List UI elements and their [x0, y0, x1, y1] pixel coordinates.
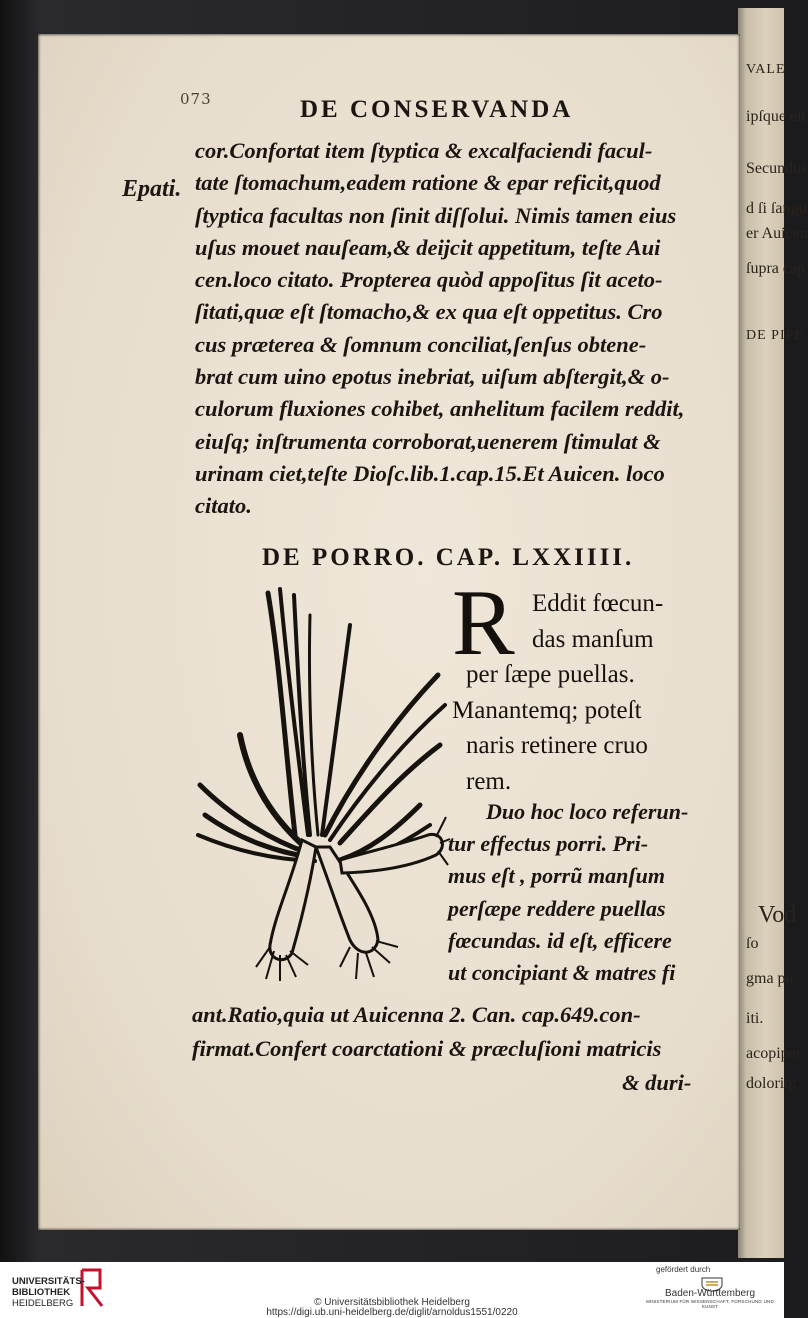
verse-line: per ſæpe puellas. [466, 661, 635, 688]
institution-line: HEIDELBERG [12, 1298, 74, 1309]
commentary-line: Duo hoc loco referun- [486, 799, 689, 824]
adjacent-page-fragment: ſupra cap [746, 260, 806, 277]
body-line: cor.Confortat item ſtyptica & excalfaciendi facul- [195, 138, 653, 163]
commentary-text [448, 796, 718, 989]
commentary-line: mus eſt , porrũ manſum [448, 863, 665, 889]
verse-line: rem. [466, 767, 512, 795]
sponsor-label: gefördert durch [656, 1265, 711, 1274]
body-line: brat cum uino epotus inebriat, uiſum abſtergit,& o- [195, 364, 670, 390]
adjacent-page-fragment: acopiper [746, 1045, 802, 1062]
copyright-notice: © Universitätsbibliothek Heidelberg [314, 1297, 470, 1308]
drop-cap-letter: R [452, 571, 515, 675]
adjacent-page-fragment: ſo [746, 935, 759, 952]
body-line: urinam ciet,teſte Dioſc.lib.1.cap.15.Et Auicen. loco [195, 460, 665, 486]
body-line: cus præterea & ſomnum conciliat,ſenſus obtene- [195, 331, 647, 357]
verse-line: naris retinere cruo [466, 732, 648, 759]
adjacent-page-fragment: VALE [746, 62, 786, 77]
body-line: ſtyptica facultas non ſinit diſſolui. Nimis tamen eius [195, 202, 677, 228]
page-number: 073 [180, 90, 212, 108]
commentary-line: ut concipiant & matres fi [448, 959, 676, 985]
institution-line: UNIVERSITÄTS- [12, 1276, 85, 1287]
verse-line: Eddit fœcun- [532, 590, 664, 617]
closing-line: firmat.Confert coarctationi & præcluſioni matricis [192, 1036, 662, 1061]
sponsor-block [640, 1265, 780, 1309]
state-coat-of-arms-icon [698, 1276, 726, 1292]
permalink[interactable]: https://digi.ub.uni-heidelberg.de/diglit/arnoldus1551/0220 [266, 1307, 518, 1318]
body-line: tate ſtomachum,eadem ratione & epar reficit,quod [195, 170, 661, 196]
catchword: & duri- [622, 1070, 692, 1095]
chapter-heading: DE PORRO. CAP. LXXIIII. [262, 544, 635, 571]
adjacent-page-fragment: Vod [758, 902, 797, 928]
adjacent-page-fragment: DE PIPE [746, 328, 804, 343]
margin-note: Epati. [122, 176, 182, 202]
body-line: culorum fluxiones cohibet, anhelitum facilem reddit, [195, 396, 685, 422]
body-text [195, 135, 715, 523]
commentary-line: tur effectus porri. Pri- [448, 831, 649, 857]
adjacent-page-fragment: iti. [746, 1010, 764, 1027]
body-line: uſus mouet nauſeam,& deijcit appetitum, teſte Aui [195, 234, 661, 260]
verse-text [452, 586, 722, 799]
adjacent-page-text [744, 0, 808, 1250]
sponsor-name: Baden-Württemberg [664, 1288, 756, 1299]
body-line: cen.loco citato. Propterea quòd appoſitus ſit aceto- [195, 267, 663, 293]
commentary-line: fœcundas. id eſt, efficere [448, 927, 672, 953]
body-line: citato. [195, 493, 252, 519]
adjacent-page-fragment: ipſque eſt [746, 108, 806, 125]
adjacent-page-fragment: doloriq; [746, 1075, 797, 1092]
verse-line: das manſum [532, 625, 654, 653]
adjacent-page-fragment: d ſi ſangu [746, 200, 807, 217]
sponsor-ministry: MINISTERIUM FÜR WISSENSCHAFT, FORSCHUNG UND KUNST [646, 1299, 774, 1309]
commentary-line: perſæpe reddere puellas [448, 895, 666, 921]
closing-text [192, 998, 722, 1100]
adjacent-page-fragment: er Auicen [746, 225, 808, 242]
running-head: DE CONSERVANDA [300, 96, 574, 123]
adjacent-page-fragment: gma pu [746, 970, 794, 987]
institution-line: BIBLIOTHEK [12, 1287, 71, 1298]
adjacent-page-fragment: Secundus [746, 160, 808, 177]
verse-line: Manantemq; poteſt [452, 696, 642, 724]
closing-line: ant.Ratio,quia ut Auicenna 2. Can. cap.649.con- [192, 1002, 641, 1027]
body-line: ſitati,quæ eſt ſtomacho,& ex qua eſt oppetitus. Cro [195, 299, 663, 325]
body-line: eiuſq; inſtrumenta corroborat,uenerem ſtimulat & [195, 428, 661, 454]
leek-woodcut-illustration [190, 585, 450, 995]
